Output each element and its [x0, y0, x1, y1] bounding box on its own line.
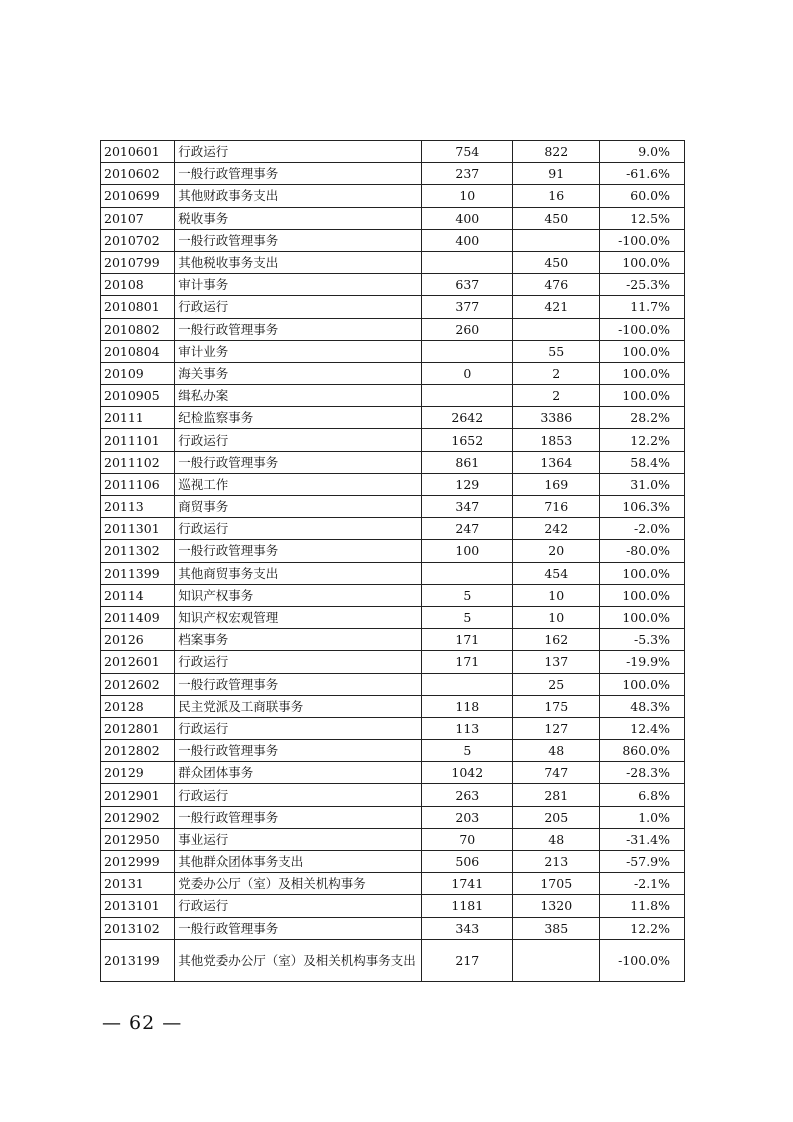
amount-curr-cell: 1320 — [513, 895, 600, 917]
change-pct-cell: 28.2% — [600, 407, 685, 429]
change-pct-cell: 11.7% — [600, 296, 685, 318]
table-row — [101, 917, 685, 939]
change-pct-cell: -5.3% — [600, 629, 685, 651]
amount-prev-cell: 217 — [422, 939, 513, 981]
amount-curr-cell: 91 — [513, 163, 600, 185]
amount-prev-cell — [422, 251, 513, 273]
amount-curr-cell: 3386 — [513, 407, 600, 429]
amount-prev-cell: 113 — [422, 717, 513, 739]
code-cell: 20107 — [101, 207, 175, 229]
name-cell: 纪检监察事务 — [175, 407, 422, 429]
amount-prev-cell: 347 — [422, 496, 513, 518]
amount-prev-cell: 0 — [422, 362, 513, 384]
name-cell: 其他税收事务支出 — [175, 251, 422, 273]
name-cell: 行政运行 — [175, 895, 422, 917]
change-pct-cell: 6.8% — [600, 784, 685, 806]
change-pct-cell: 100.0% — [600, 606, 685, 628]
code-cell: 2011409 — [101, 606, 175, 628]
change-pct-cell: -28.3% — [600, 762, 685, 784]
amount-prev-cell: 129 — [422, 473, 513, 495]
code-cell: 20108 — [101, 274, 175, 296]
name-cell: 其他群众团体事务支出 — [175, 851, 422, 873]
amount-prev-cell: 754 — [422, 141, 513, 163]
code-cell: 2012601 — [101, 651, 175, 673]
name-cell: 知识产权宏观管理 — [175, 606, 422, 628]
code-cell: 2011302 — [101, 540, 175, 562]
amount-prev-cell: 100 — [422, 540, 513, 562]
amount-curr-cell: 281 — [513, 784, 600, 806]
amount-prev-cell — [422, 385, 513, 407]
name-cell: 一般行政管理事务 — [175, 451, 422, 473]
table-row — [101, 762, 685, 784]
name-cell: 群众团体事务 — [175, 762, 422, 784]
code-cell: 2010799 — [101, 251, 175, 273]
amount-curr-cell: 450 — [513, 251, 600, 273]
change-pct-cell: -31.4% — [600, 828, 685, 850]
amount-curr-cell: 2 — [513, 385, 600, 407]
code-cell: 2010905 — [101, 385, 175, 407]
name-cell: 民主党派及工商联事务 — [175, 695, 422, 717]
change-pct-cell: 12.2% — [600, 429, 685, 451]
table-row — [101, 695, 685, 717]
table-row — [101, 873, 685, 895]
code-cell: 2012902 — [101, 806, 175, 828]
name-cell: 一般行政管理事务 — [175, 740, 422, 762]
amount-curr-cell: 48 — [513, 740, 600, 762]
change-pct-cell: 100.0% — [600, 562, 685, 584]
table-row — [101, 851, 685, 873]
change-pct-cell: 9.0% — [600, 141, 685, 163]
change-pct-cell: 11.8% — [600, 895, 685, 917]
change-pct-cell: 12.5% — [600, 207, 685, 229]
amount-prev-cell: 171 — [422, 651, 513, 673]
name-cell: 知识产权事务 — [175, 584, 422, 606]
amount-prev-cell: 70 — [422, 828, 513, 850]
amount-prev-cell — [422, 562, 513, 584]
table-row — [101, 584, 685, 606]
table-row — [101, 518, 685, 540]
code-cell: 2010601 — [101, 141, 175, 163]
name-cell: 其他商贸事务支出 — [175, 562, 422, 584]
name-cell: 缉私办案 — [175, 385, 422, 407]
amount-prev-cell: 263 — [422, 784, 513, 806]
amount-prev-cell: 506 — [422, 851, 513, 873]
amount-prev-cell: 203 — [422, 806, 513, 828]
amount-prev-cell: 5 — [422, 584, 513, 606]
code-cell: 2010802 — [101, 318, 175, 340]
name-cell: 税收事务 — [175, 207, 422, 229]
amount-curr-cell: 127 — [513, 717, 600, 739]
amount-curr-cell: 205 — [513, 806, 600, 828]
table-row — [101, 673, 685, 695]
code-cell: 2013102 — [101, 917, 175, 939]
name-cell: 其他财政事务支出 — [175, 185, 422, 207]
code-cell: 2011102 — [101, 451, 175, 473]
change-pct-cell: 100.0% — [600, 385, 685, 407]
amount-curr-cell: 175 — [513, 695, 600, 717]
amount-curr-cell: 169 — [513, 473, 600, 495]
amount-curr-cell: 242 — [513, 518, 600, 540]
table-row — [101, 274, 685, 296]
table-row — [101, 340, 685, 362]
change-pct-cell: 58.4% — [600, 451, 685, 473]
amount-prev-cell: 861 — [422, 451, 513, 473]
amount-prev-cell: 1652 — [422, 429, 513, 451]
amount-prev-cell: 5 — [422, 606, 513, 628]
table-row — [101, 895, 685, 917]
name-cell: 一般行政管理事务 — [175, 318, 422, 340]
name-cell: 其他党委办公厅（室）及相关机构事务支出 — [175, 939, 422, 981]
table-row — [101, 207, 685, 229]
change-pct-cell: -2.1% — [600, 873, 685, 895]
amount-curr-cell: 822 — [513, 141, 600, 163]
name-cell: 一般行政管理事务 — [175, 673, 422, 695]
name-cell: 海关事务 — [175, 362, 422, 384]
change-pct-cell: 60.0% — [600, 185, 685, 207]
page-number: — 62 — — [102, 1012, 183, 1034]
name-cell: 行政运行 — [175, 784, 422, 806]
name-cell: 一般行政管理事务 — [175, 229, 422, 251]
code-cell: 2012602 — [101, 673, 175, 695]
name-cell: 行政运行 — [175, 717, 422, 739]
code-cell: 2011106 — [101, 473, 175, 495]
change-pct-cell: -100.0% — [600, 318, 685, 340]
name-cell: 党委办公厅（室）及相关机构事务 — [175, 873, 422, 895]
amount-curr-cell: 162 — [513, 629, 600, 651]
change-pct-cell: 48.3% — [600, 695, 685, 717]
change-pct-cell: 31.0% — [600, 473, 685, 495]
change-pct-cell: 12.2% — [600, 917, 685, 939]
code-cell: 2012802 — [101, 740, 175, 762]
amount-curr-cell: 10 — [513, 584, 600, 606]
code-cell: 2010699 — [101, 185, 175, 207]
name-cell: 档案事务 — [175, 629, 422, 651]
amount-prev-cell: 377 — [422, 296, 513, 318]
name-cell: 一般行政管理事务 — [175, 806, 422, 828]
change-pct-cell: -100.0% — [600, 939, 685, 981]
name-cell: 行政运行 — [175, 518, 422, 540]
amount-prev-cell: 118 — [422, 695, 513, 717]
amount-prev-cell — [422, 340, 513, 362]
amount-curr-cell: 48 — [513, 828, 600, 850]
amount-prev-cell: 343 — [422, 917, 513, 939]
amount-curr-cell: 213 — [513, 851, 600, 873]
code-cell: 20128 — [101, 695, 175, 717]
change-pct-cell: 100.0% — [600, 340, 685, 362]
change-pct-cell: 12.4% — [600, 717, 685, 739]
name-cell: 一般行政管理事务 — [175, 540, 422, 562]
name-cell: 审计事务 — [175, 274, 422, 296]
amount-prev-cell: 400 — [422, 229, 513, 251]
amount-curr-cell — [513, 229, 600, 251]
table-row — [101, 473, 685, 495]
amount-curr-cell: 421 — [513, 296, 600, 318]
code-cell: 2010702 — [101, 229, 175, 251]
code-cell: 2013199 — [101, 939, 175, 981]
change-pct-cell: 1.0% — [600, 806, 685, 828]
budget-table — [100, 140, 685, 982]
code-cell: 2012950 — [101, 828, 175, 850]
amount-prev-cell: 260 — [422, 318, 513, 340]
change-pct-cell: 106.3% — [600, 496, 685, 518]
amount-prev-cell: 2642 — [422, 407, 513, 429]
amount-curr-cell: 25 — [513, 673, 600, 695]
amount-curr-cell: 10 — [513, 606, 600, 628]
change-pct-cell: -2.0% — [600, 518, 685, 540]
table-row — [101, 251, 685, 273]
code-cell: 2010804 — [101, 340, 175, 362]
amount-prev-cell: 1741 — [422, 873, 513, 895]
code-cell: 20114 — [101, 584, 175, 606]
change-pct-cell: -19.9% — [600, 651, 685, 673]
amount-curr-cell: 747 — [513, 762, 600, 784]
table-row — [101, 651, 685, 673]
amount-prev-cell: 1181 — [422, 895, 513, 917]
code-cell: 2012801 — [101, 717, 175, 739]
table-row — [101, 429, 685, 451]
table-row — [101, 407, 685, 429]
table-row — [101, 141, 685, 163]
table-row — [101, 939, 685, 981]
code-cell: 2010602 — [101, 163, 175, 185]
amount-curr-cell: 20 — [513, 540, 600, 562]
amount-curr-cell: 450 — [513, 207, 600, 229]
change-pct-cell: 100.0% — [600, 251, 685, 273]
code-cell: 20111 — [101, 407, 175, 429]
table-row — [101, 385, 685, 407]
change-pct-cell: -61.6% — [600, 163, 685, 185]
change-pct-cell: 100.0% — [600, 584, 685, 606]
table-row — [101, 496, 685, 518]
code-cell: 20126 — [101, 629, 175, 651]
change-pct-cell: -100.0% — [600, 229, 685, 251]
code-cell: 2011399 — [101, 562, 175, 584]
amount-prev-cell: 171 — [422, 629, 513, 651]
amount-curr-cell — [513, 939, 600, 981]
amount-curr-cell: 385 — [513, 917, 600, 939]
table-row — [101, 606, 685, 628]
amount-curr-cell: 1364 — [513, 451, 600, 473]
amount-curr-cell: 55 — [513, 340, 600, 362]
name-cell: 审计业务 — [175, 340, 422, 362]
amount-curr-cell: 137 — [513, 651, 600, 673]
code-cell: 2011101 — [101, 429, 175, 451]
table-row — [101, 163, 685, 185]
amount-curr-cell: 454 — [513, 562, 600, 584]
name-cell: 事业运行 — [175, 828, 422, 850]
amount-curr-cell: 716 — [513, 496, 600, 518]
table-row — [101, 562, 685, 584]
table-row — [101, 318, 685, 340]
code-cell: 2013101 — [101, 895, 175, 917]
name-cell: 一般行政管理事务 — [175, 917, 422, 939]
name-cell: 商贸事务 — [175, 496, 422, 518]
change-pct-cell: -57.9% — [600, 851, 685, 873]
change-pct-cell: 100.0% — [600, 673, 685, 695]
amount-prev-cell: 400 — [422, 207, 513, 229]
table-row — [101, 828, 685, 850]
code-cell: 20129 — [101, 762, 175, 784]
budget-table-body — [101, 141, 685, 982]
table-row — [101, 784, 685, 806]
name-cell: 一般行政管理事务 — [175, 163, 422, 185]
amount-prev-cell: 637 — [422, 274, 513, 296]
amount-prev-cell: 1042 — [422, 762, 513, 784]
table-row — [101, 296, 685, 318]
change-pct-cell: -80.0% — [600, 540, 685, 562]
change-pct-cell: 100.0% — [600, 362, 685, 384]
table-row — [101, 229, 685, 251]
code-cell: 20113 — [101, 496, 175, 518]
amount-prev-cell: 10 — [422, 185, 513, 207]
table-row — [101, 540, 685, 562]
table-row — [101, 740, 685, 762]
code-cell: 20131 — [101, 873, 175, 895]
code-cell: 2010801 — [101, 296, 175, 318]
code-cell: 2011301 — [101, 518, 175, 540]
table-row — [101, 717, 685, 739]
table-row — [101, 806, 685, 828]
name-cell: 行政运行 — [175, 429, 422, 451]
amount-curr-cell — [513, 318, 600, 340]
amount-prev-cell — [422, 673, 513, 695]
name-cell: 行政运行 — [175, 141, 422, 163]
amount-curr-cell: 1705 — [513, 873, 600, 895]
table-row — [101, 451, 685, 473]
amount-curr-cell: 1853 — [513, 429, 600, 451]
name-cell: 行政运行 — [175, 296, 422, 318]
code-cell: 20109 — [101, 362, 175, 384]
amount-prev-cell: 5 — [422, 740, 513, 762]
change-pct-cell: 860.0% — [600, 740, 685, 762]
table-row — [101, 185, 685, 207]
code-cell: 2012999 — [101, 851, 175, 873]
name-cell: 行政运行 — [175, 651, 422, 673]
code-cell: 2012901 — [101, 784, 175, 806]
name-cell: 巡视工作 — [175, 473, 422, 495]
amount-curr-cell: 2 — [513, 362, 600, 384]
amount-prev-cell: 247 — [422, 518, 513, 540]
amount-curr-cell: 476 — [513, 274, 600, 296]
table-row — [101, 362, 685, 384]
table-row — [101, 629, 685, 651]
change-pct-cell: -25.3% — [600, 274, 685, 296]
amount-prev-cell: 237 — [422, 163, 513, 185]
amount-curr-cell: 16 — [513, 185, 600, 207]
